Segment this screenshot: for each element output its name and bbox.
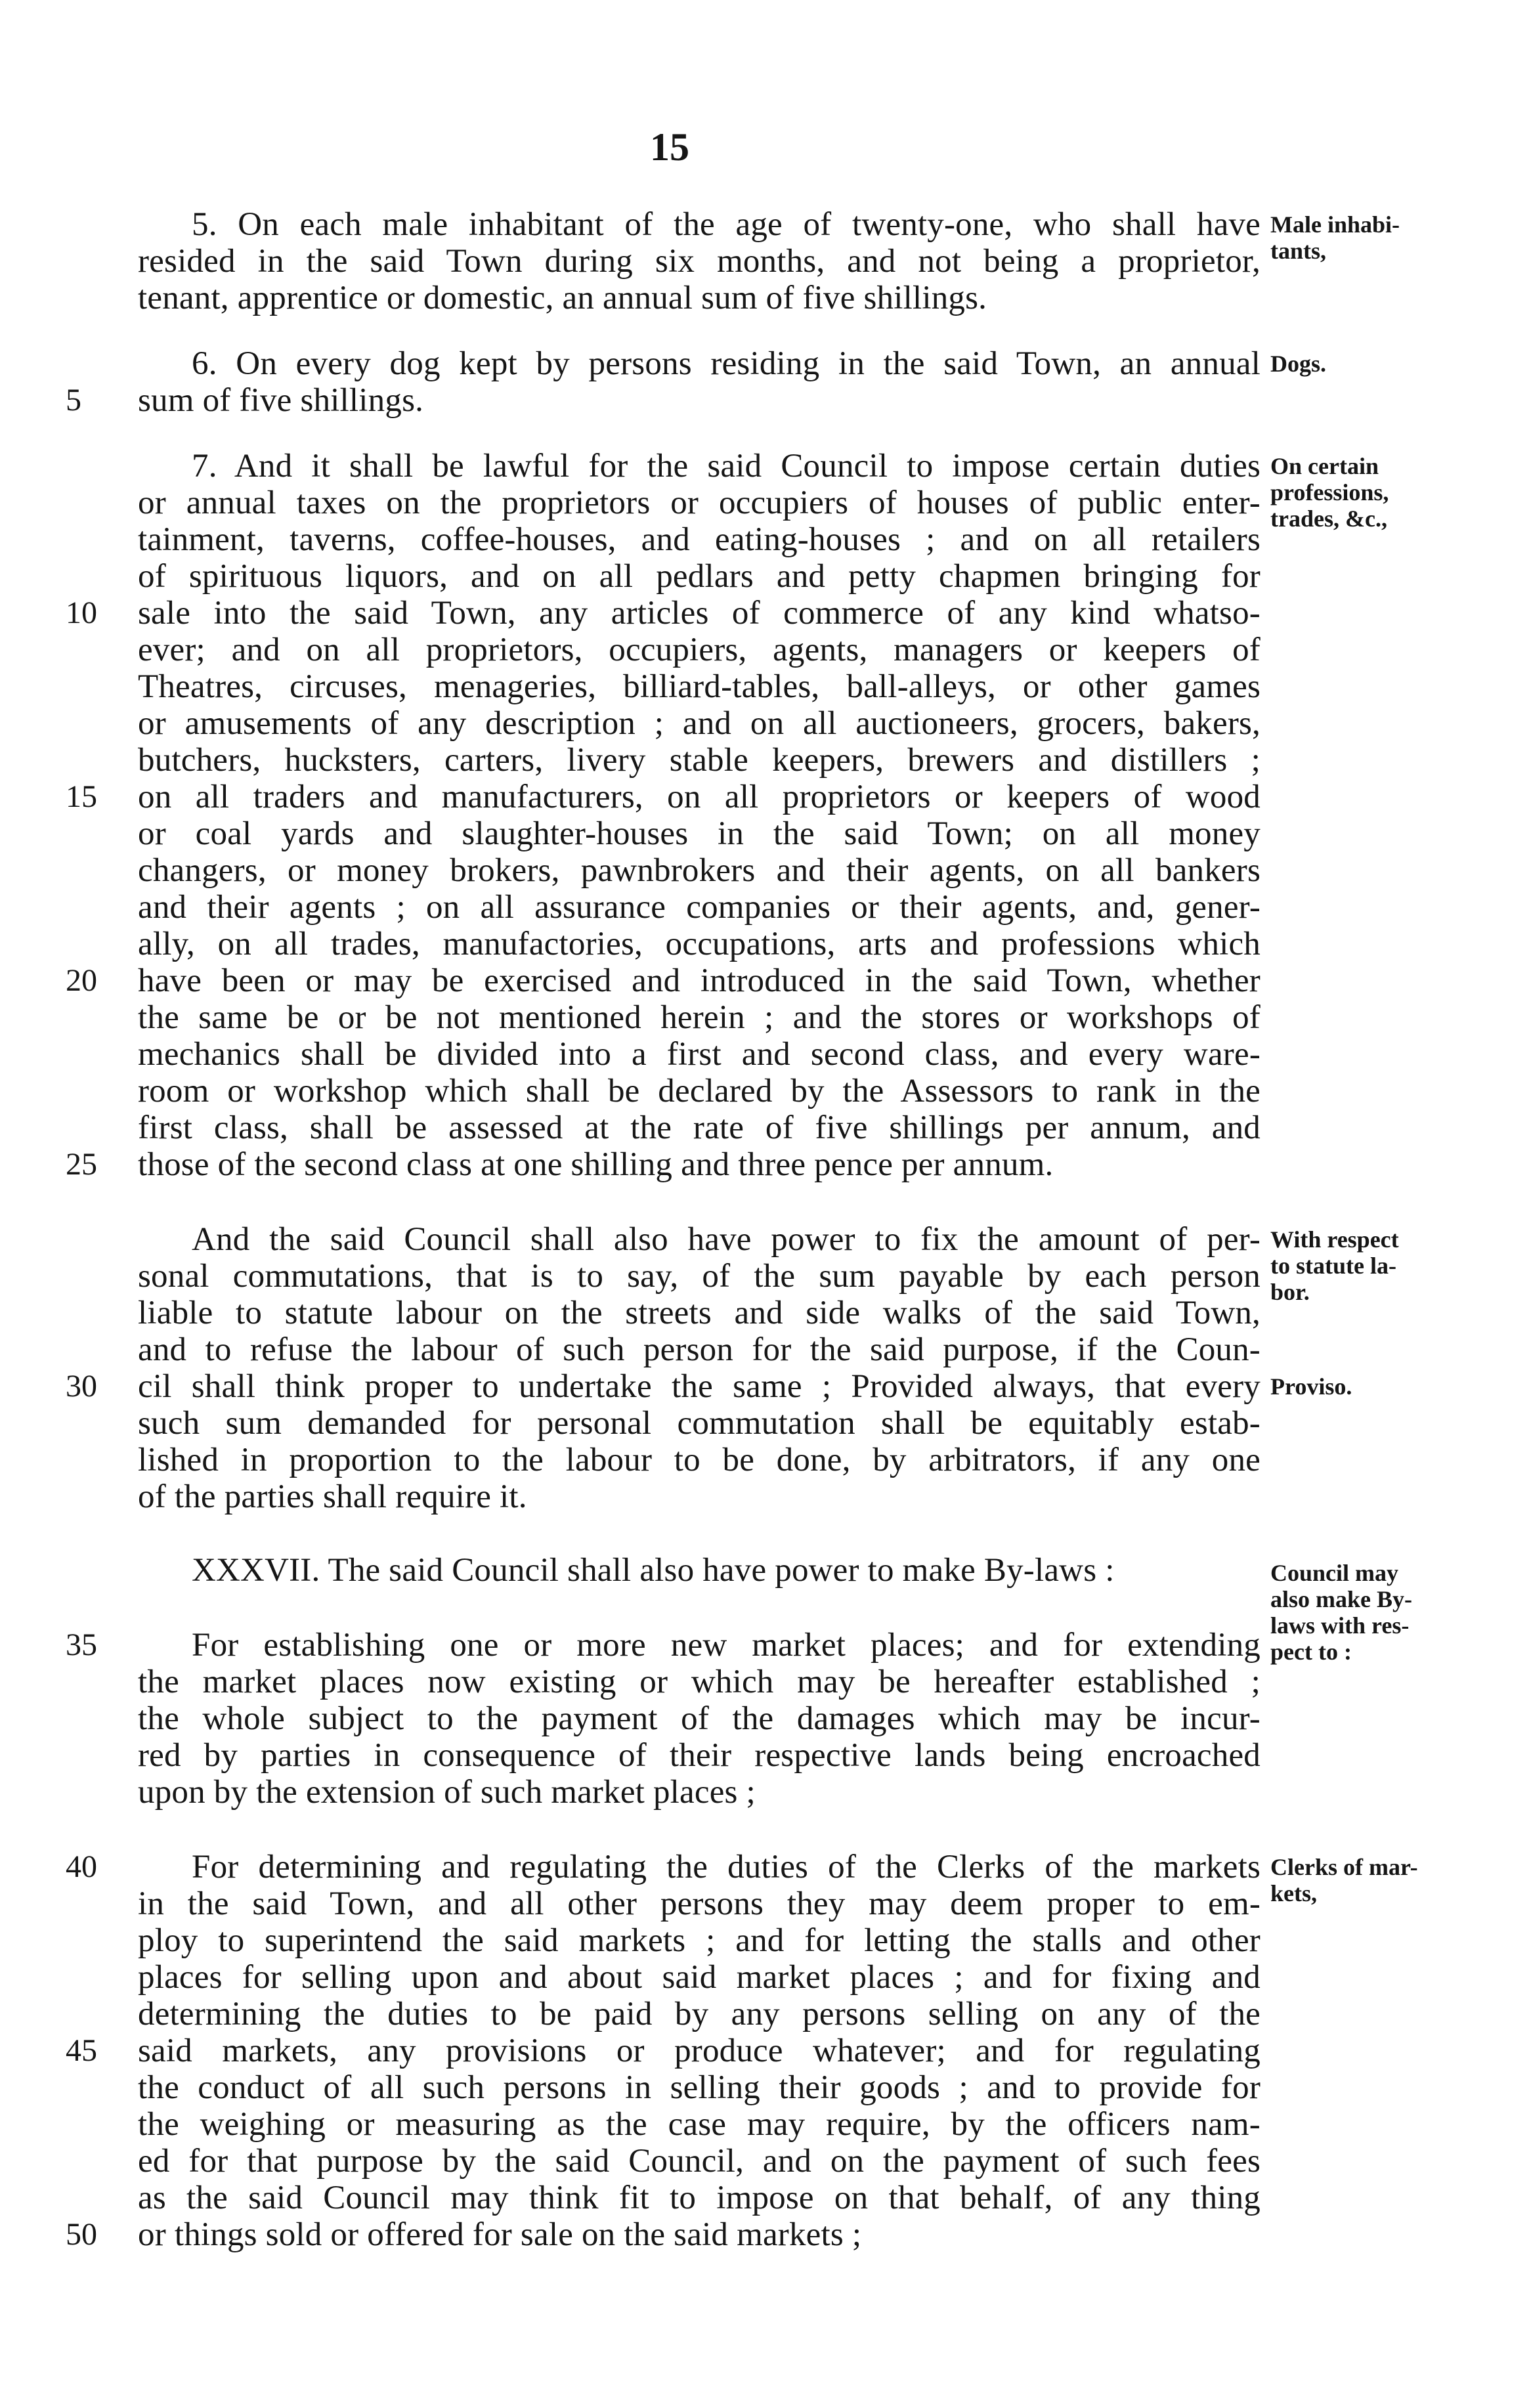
section-heading-line: XXXVII. The said Council shall also have power to make By-laws : — [192, 1552, 1115, 1589]
margin-note-line: tants, — [1270, 238, 1327, 264]
text-line: on all traders and manufacturers, on all proprietors or keepers of wood — [138, 779, 1261, 815]
text-line: butchers, hucksters, carters, livery stable keepers, brewers and distillers ; — [138, 742, 1261, 779]
line-number: 20 — [66, 963, 97, 998]
text-line: sale into the said Town, any articles of commerce of any kind whatso- — [138, 595, 1261, 632]
text-line: or annual taxes on the proprietors or occupiers of houses of public enter- — [138, 484, 1261, 521]
text-line: 6. On every dog kept by persons residing in the said Town, an annual — [192, 345, 1261, 382]
margin-note-statute-labour — [1270, 1226, 1467, 1305]
text-line: first class, shall be assessed at the rate of five shillings per annum, and — [138, 1109, 1261, 1146]
text-line: sum of five shillings. — [138, 382, 424, 419]
text-line: liable to statute labour on the streets and side walks of the said Town, — [138, 1295, 1261, 1331]
margin-note-line: Male inhabi- — [1270, 211, 1400, 238]
line-number: 10 — [66, 595, 97, 630]
text-line: Theatres, circuses, menageries, billiard-tables, ball-alleys, or other games — [138, 668, 1261, 705]
text-line: ed for that purpose by the said Council, and on the payment of such fees — [138, 2143, 1261, 2180]
text-line: said markets, any provisions or produce whatever; and for regulating — [138, 2032, 1261, 2069]
text-line: upon by the extension of such market places ; — [138, 1774, 756, 1811]
line-number: 15 — [66, 779, 97, 814]
margin-note-line: professions, — [1270, 479, 1389, 505]
text-line: or coal yards and slaughter-houses in the said Town; on all money — [138, 815, 1261, 852]
margin-note-line: pect to : — [1270, 1639, 1352, 1665]
line-number: 25 — [66, 1147, 97, 1182]
margin-note-line: With respect — [1270, 1226, 1399, 1253]
margin-note-line: Dogs. — [1270, 351, 1327, 377]
margin-note-line: Clerks of mar- — [1270, 1854, 1418, 1880]
margin-note-male-inhabitants — [1270, 211, 1467, 264]
text-line: room or workshop which shall be declared by the Assessors to rank in the — [138, 1073, 1261, 1109]
margin-note-line: Council may — [1270, 1560, 1399, 1586]
text-line: ploy to superintend the said markets ; and for letting the stalls and other — [138, 1922, 1261, 1959]
text-line: of spirituous liquors, and on all pedlars and petty chapmen bringing for — [138, 558, 1261, 595]
text-line: cil shall think proper to undertake the same ; Provided always, that every — [138, 1368, 1261, 1405]
text-line: mechanics shall be divided into a first and second class, and every ware- — [138, 1036, 1261, 1073]
text-line: red by parties in consequence of their respective lands being encroached — [138, 1737, 1261, 1774]
text-line: places for selling upon and about said market places ; and for fixing and — [138, 1959, 1261, 1996]
margin-note-line: also make By- — [1270, 1586, 1412, 1612]
text-line: determining the duties to be paid by any persons selling on any of the — [138, 1996, 1261, 2032]
margin-note-line: Proviso. — [1270, 1373, 1352, 1400]
text-line: have been or may be exercised and introduced in the said Town, whether — [138, 962, 1261, 999]
line-number: 35 — [66, 1627, 97, 1662]
margin-note-clerks — [1270, 1854, 1467, 1906]
text-line: And the said Council shall also have power to fix the amount of per- — [192, 1221, 1261, 1258]
text-line: tainment, taverns, coffee-houses, and eating-houses ; and on all retailers — [138, 521, 1261, 558]
line-number: 50 — [66, 2217, 97, 2252]
text-line: the market places now existing or which may be hereafter established ; — [138, 1664, 1261, 1700]
text-line: For establishing one or more new market places; and for extending — [192, 1627, 1261, 1664]
margin-note-line: laws with res- — [1270, 1612, 1410, 1639]
text-line: 5. On each male inhabitant of the age of twenty-one, who shall have — [192, 206, 1261, 243]
text-line: sonal commutations, that is to say, of the sum payable by each person — [138, 1258, 1261, 1295]
margin-note-line: kets, — [1270, 1880, 1317, 1906]
text-line: tenant, apprentice or domestic, an annual sum of five shillings. — [138, 280, 987, 316]
line-number: 45 — [66, 2033, 97, 2068]
margin-note-line: On certain — [1270, 453, 1379, 479]
text-line: the whole subject to the payment of the damages which may be incur- — [138, 1700, 1261, 1737]
text-line: and to refuse the labour of such person for the said purpose, if the Coun- — [138, 1331, 1261, 1368]
text-line: of the parties shall require it. — [138, 1478, 527, 1515]
text-line: those of the second class at one shilling and three pence per annum. — [138, 1146, 1054, 1183]
margin-note-proviso — [1270, 1373, 1467, 1400]
margin-note-line: bor. — [1270, 1279, 1310, 1305]
text-line: resided in the said Town during six months, and not being a proprietor, — [138, 243, 1261, 280]
margin-note-line: to statute la- — [1270, 1253, 1396, 1279]
text-line: ever; and on all proprietors, occupiers, agents, managers or keepers of — [138, 632, 1261, 668]
text-line: changers, or money brokers, pawnbrokers and their agents, on all bankers — [138, 852, 1261, 889]
text-line: in the said Town, and all other persons they may deem proper to em- — [138, 1885, 1261, 1922]
margin-note-bylaws — [1270, 1560, 1467, 1665]
page-number: 15 — [650, 125, 689, 169]
margin-note-certain-professions — [1270, 453, 1467, 532]
text-line: and their agents ; on all assurance companies or their agents, and, gener- — [138, 889, 1261, 926]
text-line: the weighing or measuring as the case may require, by the officers nam- — [138, 2106, 1261, 2143]
text-line: the same be or be not mentioned herein ; and the stores or workshops of — [138, 999, 1261, 1036]
text-line: or things sold or offered for sale on the said markets ; — [138, 2216, 862, 2253]
text-line: the conduct of all such persons in selling their goods ; and to provide for — [138, 2069, 1261, 2106]
text-line: ally, on all trades, manufactories, occupations, arts and professions which — [138, 926, 1261, 962]
text-line: such sum demanded for personal commutation shall be equitably estab- — [138, 1405, 1261, 1442]
line-number: 30 — [66, 1369, 97, 1404]
text-line: lished in proportion to the labour to be done, by arbitrators, if any one — [138, 1442, 1261, 1478]
text-line: 7. And it shall be lawful for the said Council to impose certain duties — [192, 448, 1261, 484]
margin-note-line: trades, &c., — [1270, 505, 1387, 532]
text-line: as the said Council may think fit to impose on that behalf, of any thing — [138, 2180, 1261, 2216]
line-number: 40 — [66, 1849, 97, 1884]
line-number: 5 — [66, 383, 81, 418]
margin-note-dogs — [1270, 351, 1467, 377]
text-line: For determining and regulating the duties of the Clerks of the markets — [192, 1849, 1261, 1885]
text-line: or amusements of any description ; and on all auctioneers, grocers, bakers, — [138, 705, 1261, 742]
